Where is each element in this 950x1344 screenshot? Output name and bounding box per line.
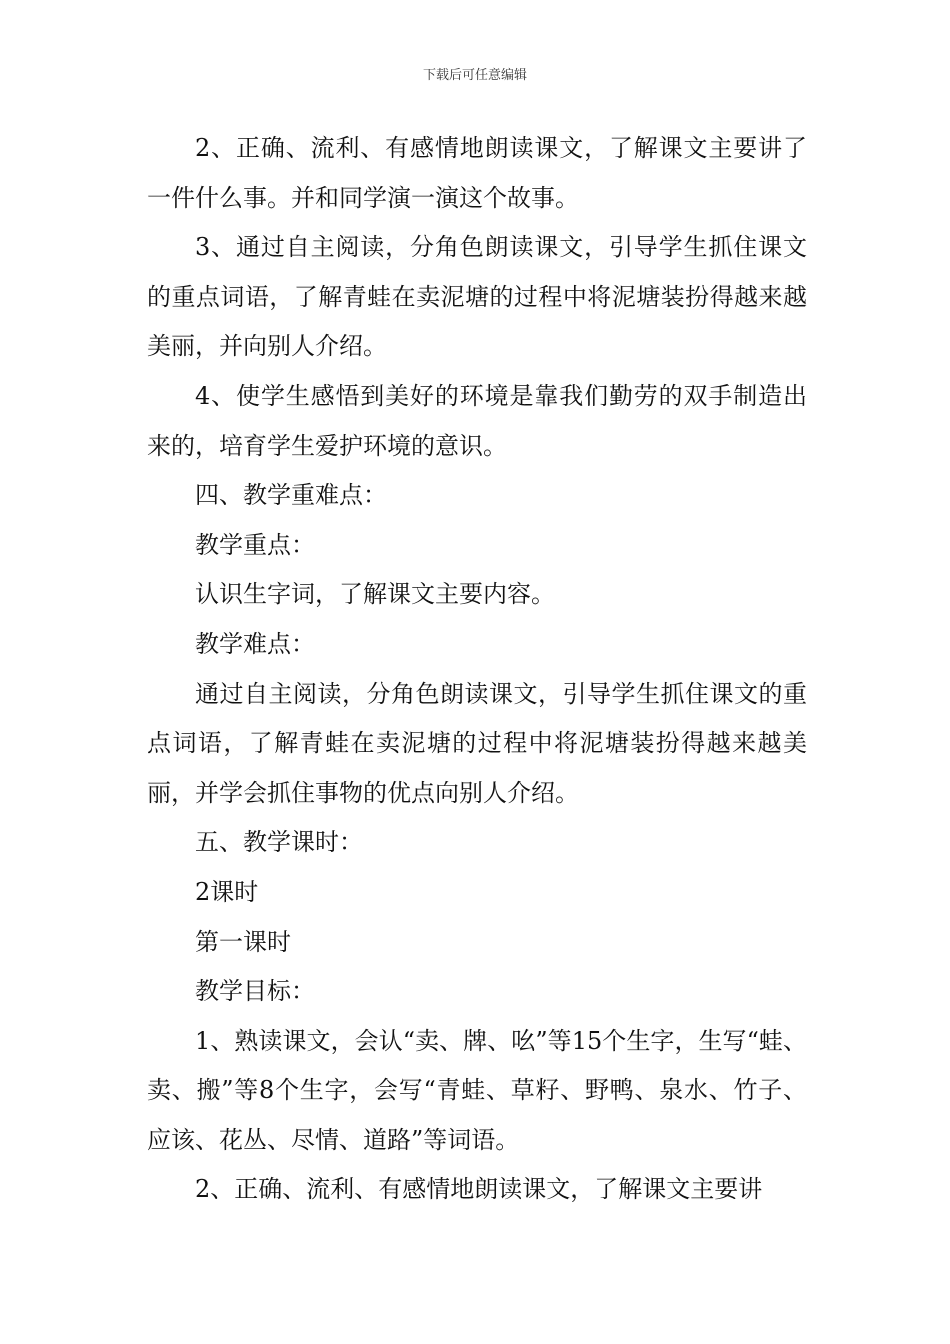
section-heading-class-hours: 五、教学课时： — [195, 828, 363, 857]
subheading-teaching-goals: 教学目标： — [195, 977, 315, 1006]
paragraph-goal-2: 2、正确、流利、有感情地朗读课文，了解课文主要讲了一件什么事。并和同学演一演这个故事。 — [147, 134, 807, 212]
paragraph-lesson-goal-2: 2、正确、流利、有感情地朗读课文，了解课文主要讲 — [195, 1175, 763, 1204]
paragraph-goal-4: 4、使学生感悟到美好的环境是靠我们勤劳的双手制造出来的，培育学生爱护环境的意识。 — [147, 381, 807, 460]
page-header: 下载后可任意编辑 — [422, 68, 527, 83]
paragraph-key-point: 认识生字词，了解课文主要内容。 — [195, 580, 555, 609]
paragraph-class-hours: 2课时 — [195, 877, 259, 906]
subheading-key-point: 教学重点： — [195, 530, 315, 559]
subheading-difficulty: 教学难点： — [195, 629, 315, 658]
subheading-first-lesson: 第一课时 — [195, 927, 291, 956]
paragraph-difficulty: 通过自主阅读，分角色朗读课文，引导学生抓住课文的重点词语，了解青蛙在卖泥塘的过程中将泥塘装扮得越来越美丽，并学会抓住事物的优点向别人介绍。 — [147, 679, 807, 807]
paragraph-goal-3: 3、通过自主阅读，分角色朗读课文，引导学生抓住课文的重点词语，了解青蛙在卖泥塘的过程中将泥塘装扮得越来越美丽，并向别人介绍。 — [147, 233, 807, 361]
document-body — [147, 124, 807, 1215]
paragraph-lesson-goal-1: 1、熟读课文，会认“卖、牌、吆”等15个生字，生写“蛙、卖、搬”等8个生字，会写“青蛙、草籽、野鸭、泉水、竹子、应该、花丛、尽情、道路”等词语。 — [147, 1026, 807, 1154]
section-heading-key-points: 四、教学重难点： — [195, 481, 387, 510]
